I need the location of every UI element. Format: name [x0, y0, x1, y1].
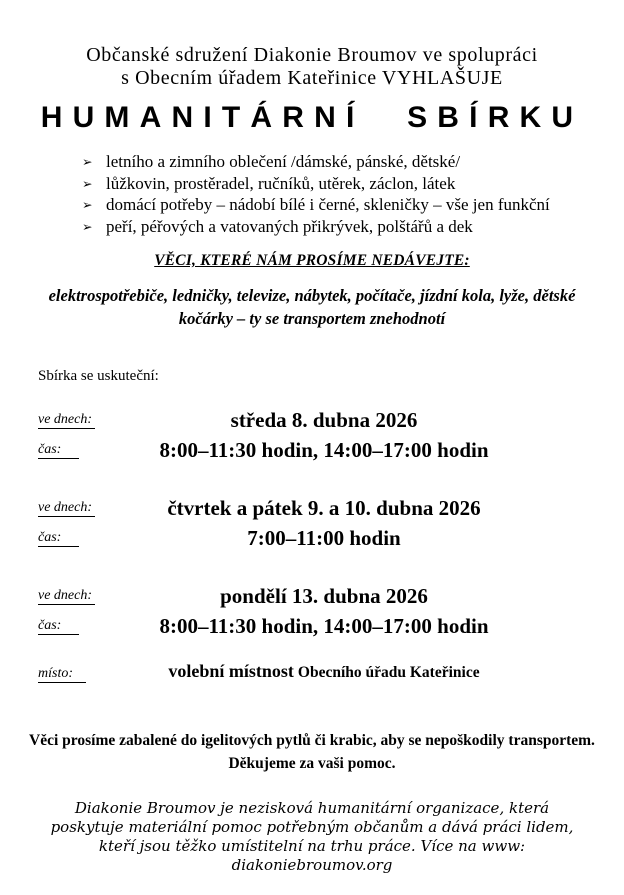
- rejected-items-heading: VĚCI, KTERÉ NÁM PROSÍME NEDÁVEJTE:: [154, 252, 470, 269]
- session-time: 7:00–11:00 hodin: [247, 526, 401, 550]
- session-block-2: [0, 493, 624, 553]
- arrow-bullet-icon: ➢: [82, 175, 93, 191]
- place-block: [0, 659, 624, 689]
- list-item-text: peří, péřových a vatovaných přikrývek, polštářů a dek: [106, 216, 473, 236]
- place-value: [38, 659, 610, 685]
- time-label: čas:: [38, 442, 79, 459]
- session-date: čtvrtek a pátek 9. a 10. dubna 2026: [167, 496, 481, 520]
- place-detail: Obecního úřadu Kateřinice: [297, 664, 480, 681]
- header-line-1: Občanské sdružení Diakonie Broumov ve spolupráci: [86, 44, 538, 66]
- session-time-row: [38, 523, 610, 553]
- list-item: [82, 173, 604, 195]
- days-label: ve dnech:: [38, 412, 95, 429]
- arrow-bullet-icon: ➢: [82, 218, 93, 234]
- time-label: čas:: [38, 618, 79, 635]
- session-date: pondělí 13. dubna 2026: [220, 584, 428, 608]
- page-title: HUMANITÁRNÍ SBÍRKU: [40, 101, 584, 134]
- session-time-row: [38, 611, 610, 641]
- session-time: 8:00–11:30 hodin, 14:00–17:00 hodin: [159, 614, 489, 638]
- list-item: [82, 194, 604, 216]
- header: [0, 44, 624, 90]
- place-name: volební místnost: [168, 661, 294, 681]
- accepted-items-list: [82, 151, 604, 237]
- thanks-note: Děkujeme za vaši pomoc.: [228, 755, 396, 772]
- list-item-text: letního a zimního oblečení /dámské, pánské, dětské/: [106, 152, 461, 171]
- session-time-row: [38, 435, 610, 465]
- arrow-bullet-icon: ➢: [82, 197, 93, 212]
- days-label: ve dnech:: [38, 588, 95, 605]
- list-item-text: lůžkovin, prostěradel, ručníků, utěrek, záclon, látek: [106, 173, 456, 193]
- arrow-bullet-icon: ➢: [82, 154, 93, 169]
- session-date-row: [38, 493, 610, 523]
- schedule-intro: Sbírka se uskuteční:: [38, 368, 159, 384]
- footer-about-text: Diakonie Broumov je nezisková humanitární organizace, která poskytuje materiální pomoc potřebným občanům a dává práci lidem, kteří jsou těžko umístitelní na trhu práce. Více na www: diakoniebroumov.org: [50, 799, 574, 874]
- session-date-row: [38, 581, 610, 611]
- session-date: středa 8. dubna 2026: [230, 408, 418, 432]
- session-block-1: [0, 405, 624, 465]
- list-item: [82, 216, 604, 238]
- place-label: místo:: [38, 666, 86, 683]
- header-line-2: s Obecním úřadem Kateřinice VYHLAŠUJE: [121, 67, 503, 89]
- rejected-items-text: elektrospotřebiče, ledničky, televize, nábytek, počítače, jízdní kola, lyže, dětské kočárky – ty se transportem znehodnotí: [48, 286, 576, 328]
- list-item: [82, 151, 604, 173]
- days-label: ve dnech:: [38, 500, 95, 517]
- list-item-text: domácí potřeby – nádobí bílé i černé, skleničky – vše jen funkční: [106, 195, 550, 214]
- place-row: [38, 659, 610, 689]
- packing-note: Věci prosíme zabalené do igelitových pytlů či krabic, aby se nepoškodily transportem.: [29, 732, 595, 749]
- session-date-row: [38, 405, 610, 435]
- session-time: 8:00–11:30 hodin, 14:00–17:00 hodin: [159, 438, 489, 462]
- time-label: čas:: [38, 530, 79, 547]
- session-block-3: [0, 581, 624, 641]
